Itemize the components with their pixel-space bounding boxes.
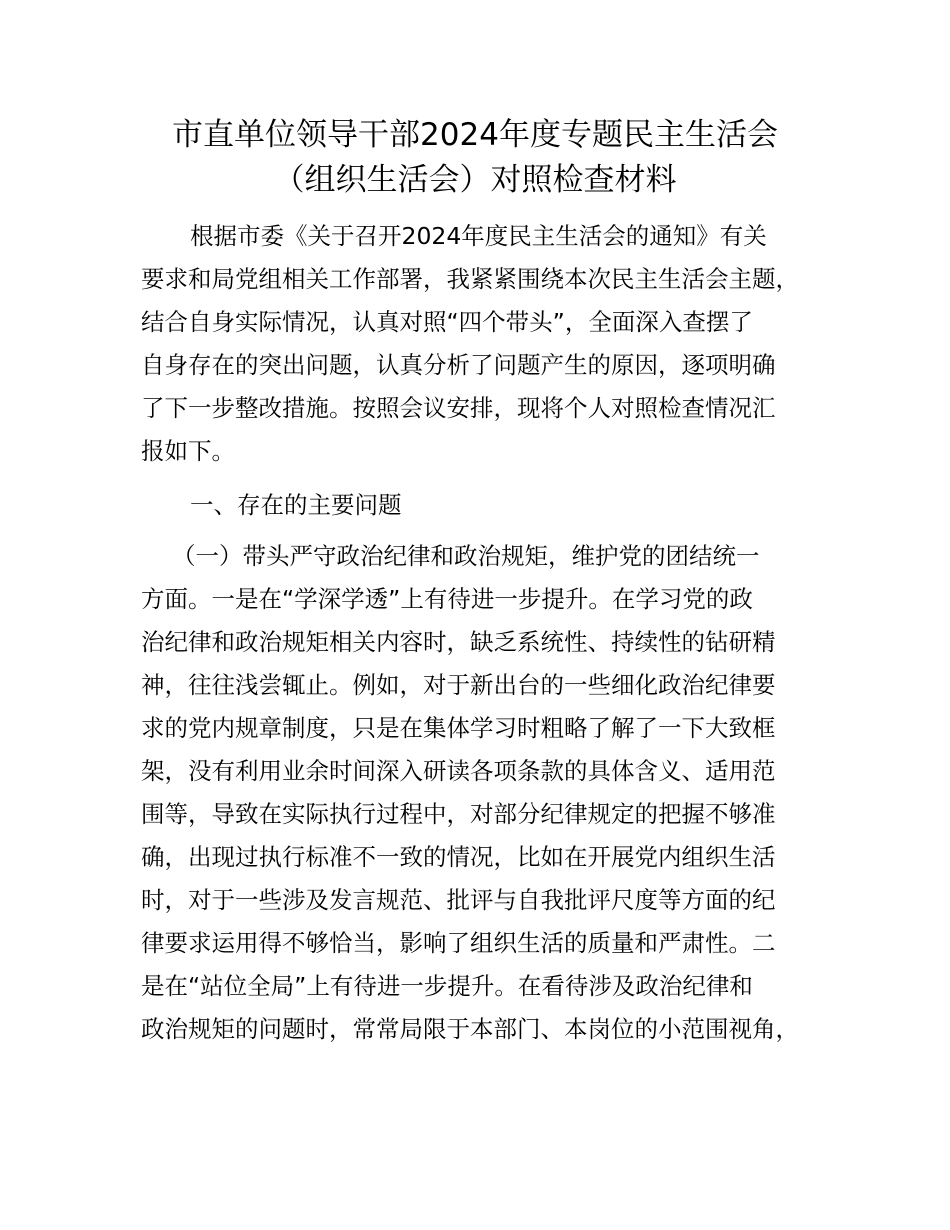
subsection-paragraph-line: 方面。一是在“学深学透”上有待进一步提升。在学习党的政 <box>141 585 753 613</box>
subsection-paragraph-line: 确，出现过执行标准不一致的情况，比如在开展党内组织生活 <box>141 843 776 871</box>
intro-paragraph-line: 了下一步整改措施。按照会议安排，现将个人对照检查情况汇 <box>141 394 776 422</box>
intro-paragraph-line: 要求和局党组相关工作部署，我紧紧围绕本次民主生活会主题， <box>141 265 799 293</box>
subsection-paragraph-line: 政治规矩的问题时，常常局限于本部门、本岗位的小范围视角， <box>141 1015 799 1043</box>
subsection-paragraph-line: （一）带头严守政治纪律和政治规矩，维护党的团结统一 <box>172 542 760 570</box>
subsection-paragraph-line: 律要求运用得不够恰当，影响了组织生活的质量和严肃性。二 <box>141 929 776 957</box>
intro-paragraph-line: 根据市委《关于召开2024年度民主生活会的通知》有关 <box>190 222 767 250</box>
subsection-paragraph-line: 架，没有利用业余时间深入研读各项条款的具体含义、适用范 <box>141 757 776 785</box>
subsection-paragraph-line: 围等，导致在实际执行过程中，对部分纪律规定的把握不够准 <box>141 800 776 828</box>
subsection-paragraph-line: 神，往往浅尝辄止。例如，对于新出台的一些细化政治纪律要 <box>141 671 776 699</box>
subsection-paragraph-line: 求的党内规章制度，只是在集体学习时粗略了解了一下大致框 <box>141 714 776 742</box>
document-title-line-1: 市直单位领导干部2024年度专题民主生活会 <box>172 117 778 153</box>
intro-paragraph-line: 报如下。 <box>141 437 235 465</box>
subsection-paragraph-line: 是在“站位全局”上有待进一步提升。在看待涉及政治纪律和 <box>141 972 753 1000</box>
subsection-paragraph-line: 时，对于一些涉及发言规范、批评与自我批评尺度等方面的纪 <box>141 886 776 914</box>
section-heading: 一、存在的主要问题 <box>190 491 402 519</box>
subsection-paragraph-line: 治纪律和政治规矩相关内容时，缺乏系统性、持续性的钻研精 <box>141 628 776 656</box>
document-title-line-2: （组织生活会）对照检查材料 <box>273 162 677 198</box>
intro-paragraph-line: 自身存在的突出问题，认真分析了问题产生的原因，逐项明确 <box>141 351 776 379</box>
intro-paragraph-line: 结合自身实际情况，认真对照“四个带头”，全面深入查摆了 <box>141 308 753 336</box>
